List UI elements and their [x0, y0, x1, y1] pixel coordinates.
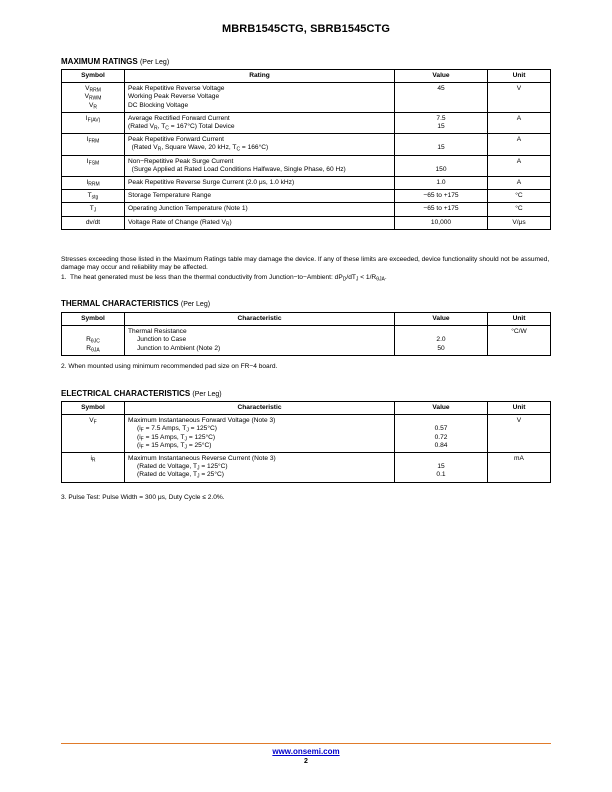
table-row — [62, 134, 551, 155]
max-ratings-title — [61, 57, 169, 66]
characteristic-cell — [125, 452, 395, 482]
value: 0.1 — [436, 471, 446, 479]
electrical-title-text: ELECTRICAL CHARACTERISTICS — [61, 389, 191, 398]
symbol-cell: $i_R$ — [62, 452, 125, 482]
rating-line: Peak Repetitive Reverse Surge Current (2.0 μs, 1.0 kHz) — [128, 178, 295, 186]
vf-line: ($i_F = 7.5$ Amps, $T_J = 125^\circ C$) — [137, 425, 217, 434]
symbol: $I_{F(AV)}$ — [85, 114, 101, 124]
electrical-subtitle: (Per Leg) — [192, 391, 222, 398]
value: 2.0 — [436, 336, 446, 344]
table-row — [62, 176, 551, 189]
symbol-cell — [62, 216, 125, 229]
symbol: $T_{stg}$ — [87, 192, 99, 201]
col-symbol: Symbol — [62, 313, 125, 326]
rating-line: Voltage Rate of Change (Rated $V_R$) — [128, 218, 232, 227]
unit-cell: A — [488, 155, 551, 176]
col-unit: Unit — [488, 402, 551, 415]
max-ratings-title-text: MAXIMUM RATINGS — [61, 57, 138, 66]
page-number: 2 — [304, 758, 308, 765]
note-2: 2. When mounted using minimum recommended pad size on FR−4 board. — [61, 363, 278, 370]
symbol: $I_{FSM}$ — [86, 157, 100, 167]
col-characteristic: Characteristic — [125, 313, 395, 326]
thermal-heading: Thermal Resistance — [128, 328, 187, 336]
ir-line: (Rated dc Voltage, $T_J = 125^\circ C$) — [137, 463, 228, 472]
value: 50 — [437, 344, 445, 352]
symbol-cell — [62, 83, 125, 113]
table-row — [62, 216, 551, 229]
value-cell — [395, 415, 488, 453]
col-symbol: Symbol — [62, 70, 125, 83]
electrical-title — [61, 389, 222, 398]
rating-line: Average Rectified Forward Current — [128, 114, 230, 122]
rating-cell — [125, 190, 395, 203]
rating-line: (Rated $V_R$, $T_C = 167^\circ C$) Total Device — [128, 122, 235, 132]
value: 45 — [437, 85, 445, 93]
thermal-title — [61, 299, 210, 308]
value: −65 to +175 — [423, 205, 459, 213]
table-row — [62, 326, 551, 356]
unit-cell: °C — [488, 190, 551, 203]
rating-line: (Rated $V_R$, Square Wave, 20 kHz, $T_C = 166^\circ C$) — [128, 144, 269, 153]
symbol: $I_{RRM}$ — [86, 178, 100, 188]
value: 15 — [437, 122, 445, 130]
table-row — [62, 452, 551, 482]
value: 10,000 — [430, 218, 452, 226]
symbol-cell — [62, 134, 125, 155]
symbol-cell — [62, 155, 125, 176]
table-row — [62, 83, 551, 113]
rating-cell — [125, 203, 395, 216]
rating-line: Operating Junction Temperature (Note 1) — [128, 205, 248, 213]
value: −65 to +175 — [423, 192, 459, 200]
symbol-cell — [62, 176, 125, 189]
value-cell — [395, 190, 488, 203]
unit-cell: °C — [488, 203, 551, 216]
value: 7.5 — [436, 114, 446, 122]
value-cell — [395, 216, 488, 229]
col-unit: Unit — [488, 70, 551, 83]
unit-cell: A — [488, 176, 551, 189]
value: 15 — [437, 144, 445, 152]
unit-cell: V — [488, 415, 551, 453]
rating-cell — [125, 83, 395, 113]
vf-line: ($i_F = 15$ Amps, $T_J = 25^\circ C$) — [137, 441, 212, 451]
symbol-cell: $V_F$ — [62, 415, 125, 453]
value: 0.57 — [434, 425, 448, 433]
col-characteristic: Characteristic — [125, 402, 395, 415]
symbol-cell — [62, 326, 125, 356]
rating-cell — [125, 112, 395, 133]
rating-cell — [125, 134, 395, 155]
unit-cell: V — [488, 83, 551, 113]
thermal-line: Junction to Case — [137, 336, 187, 344]
value-cell — [395, 452, 488, 482]
characteristic-cell — [125, 415, 395, 453]
thermal-title-text: THERMAL CHARACTERISTICS — [61, 299, 179, 308]
ir-line: (Rated dc Voltage, $T_J = 25^\circ C$) — [137, 471, 224, 480]
thermal-line: Junction to Ambient (Note 2) — [137, 344, 221, 352]
value: 0.72 — [434, 433, 448, 441]
symbol-r-ja: $R_{\theta JA}$ — [86, 344, 100, 354]
stress-note: Stresses exceeding those listed in the Maximum Ratings table may damage the device. If any of these limits are exceeded, device functionality should not be assumed, damage may occur and reliability may be affected. — [61, 256, 550, 272]
vf-heading: Maximum Instantaneous Forward Voltage (Note 3) — [128, 417, 276, 425]
unit-cell: A — [488, 112, 551, 133]
footer-link[interactable]: www.onsemi.com — [272, 747, 340, 756]
col-value: Value — [395, 402, 488, 415]
value-cell — [395, 326, 488, 356]
value: 15 — [437, 463, 445, 471]
symbol-r-jc: $R_{\theta JC}$ — [86, 336, 100, 345]
vf-line: ($i_F = 15$ Amps, $T_J = 125^\circ C$) — [137, 433, 216, 443]
col-symbol: Symbol — [62, 402, 125, 415]
thermal-subtitle: (Per Leg) — [180, 301, 211, 308]
rating-cell — [125, 155, 395, 176]
symbol: $V_R$ — [88, 101, 98, 111]
value: 150 — [435, 165, 447, 173]
rating-line: (Surge Applied at Rated Load Conditions Halfwave, Single Phase, 60 Hz) — [128, 165, 346, 173]
characteristic-cell — [125, 326, 395, 356]
page-title: MBRB1545CTG, SBRB1545CTG — [221, 23, 391, 35]
table-row — [62, 155, 551, 176]
unit-cell: °C/W — [488, 326, 551, 356]
footer-divider — [61, 743, 551, 744]
rating-cell — [125, 216, 395, 229]
value-cell — [395, 203, 488, 216]
unit-cell: mA — [488, 452, 551, 482]
value-cell — [395, 83, 488, 113]
max-ratings-table — [61, 69, 551, 230]
value-cell — [395, 155, 488, 176]
symbol: $V_{RWM}$ — [84, 93, 102, 102]
max-ratings-body — [62, 83, 551, 230]
col-rating: Rating — [125, 70, 395, 83]
electrical-table — [61, 401, 551, 483]
table-row — [62, 190, 551, 203]
rating-line: DC Blocking Voltage — [128, 101, 189, 109]
value: 0.84 — [434, 441, 448, 449]
rating-line: Non−Repetitive Peak Surge Current — [128, 157, 234, 165]
rating-line: Peak Repetitive Forward Current — [128, 136, 225, 144]
thermal-table — [61, 312, 551, 356]
rating-cell — [125, 176, 395, 189]
rating-line: Peak Repetitive Reverse Voltage — [128, 85, 225, 93]
symbol: $I_{FRM}$ — [86, 136, 100, 145]
rating-line: Working Peak Reverse Voltage — [128, 93, 220, 101]
value-cell — [395, 112, 488, 133]
table-row — [62, 415, 551, 453]
symbol: $V_{RRM}$ — [85, 85, 101, 94]
value — [398, 158, 484, 166]
note-1: 1. The heat generated must be less than the thermal conductivity from Junction−to−Ambient: $dP_D/dT_J < 1/R_{\theta JA}$. — [61, 274, 387, 283]
unit-cell: V/μs — [488, 216, 551, 229]
value — [398, 136, 484, 144]
note-3: 3. Pulse Test: Pulse Width = 300 μs, Duty Cycle ≤ 2.0%. — [61, 494, 225, 501]
value: 1.0 — [436, 178, 446, 186]
col-unit: Unit — [488, 313, 551, 326]
value-cell — [395, 176, 488, 189]
unit-cell: A — [488, 134, 551, 155]
symbol: $T_J$ — [89, 205, 97, 214]
symbol: dv/dt — [85, 218, 101, 226]
table-row — [62, 112, 551, 133]
col-value: Value — [395, 313, 488, 326]
ir-heading: Maximum Instantaneous Reverse Current (Note 3) — [128, 454, 276, 462]
value-cell — [395, 134, 488, 155]
symbol-cell — [62, 190, 125, 203]
symbol-cell — [62, 112, 125, 133]
table-row — [62, 203, 551, 216]
symbol-cell — [62, 203, 125, 216]
col-value: Value — [395, 70, 488, 83]
max-ratings-subtitle: (Per Leg) — [139, 59, 170, 66]
rating-line: Storage Temperature Range — [128, 192, 212, 200]
